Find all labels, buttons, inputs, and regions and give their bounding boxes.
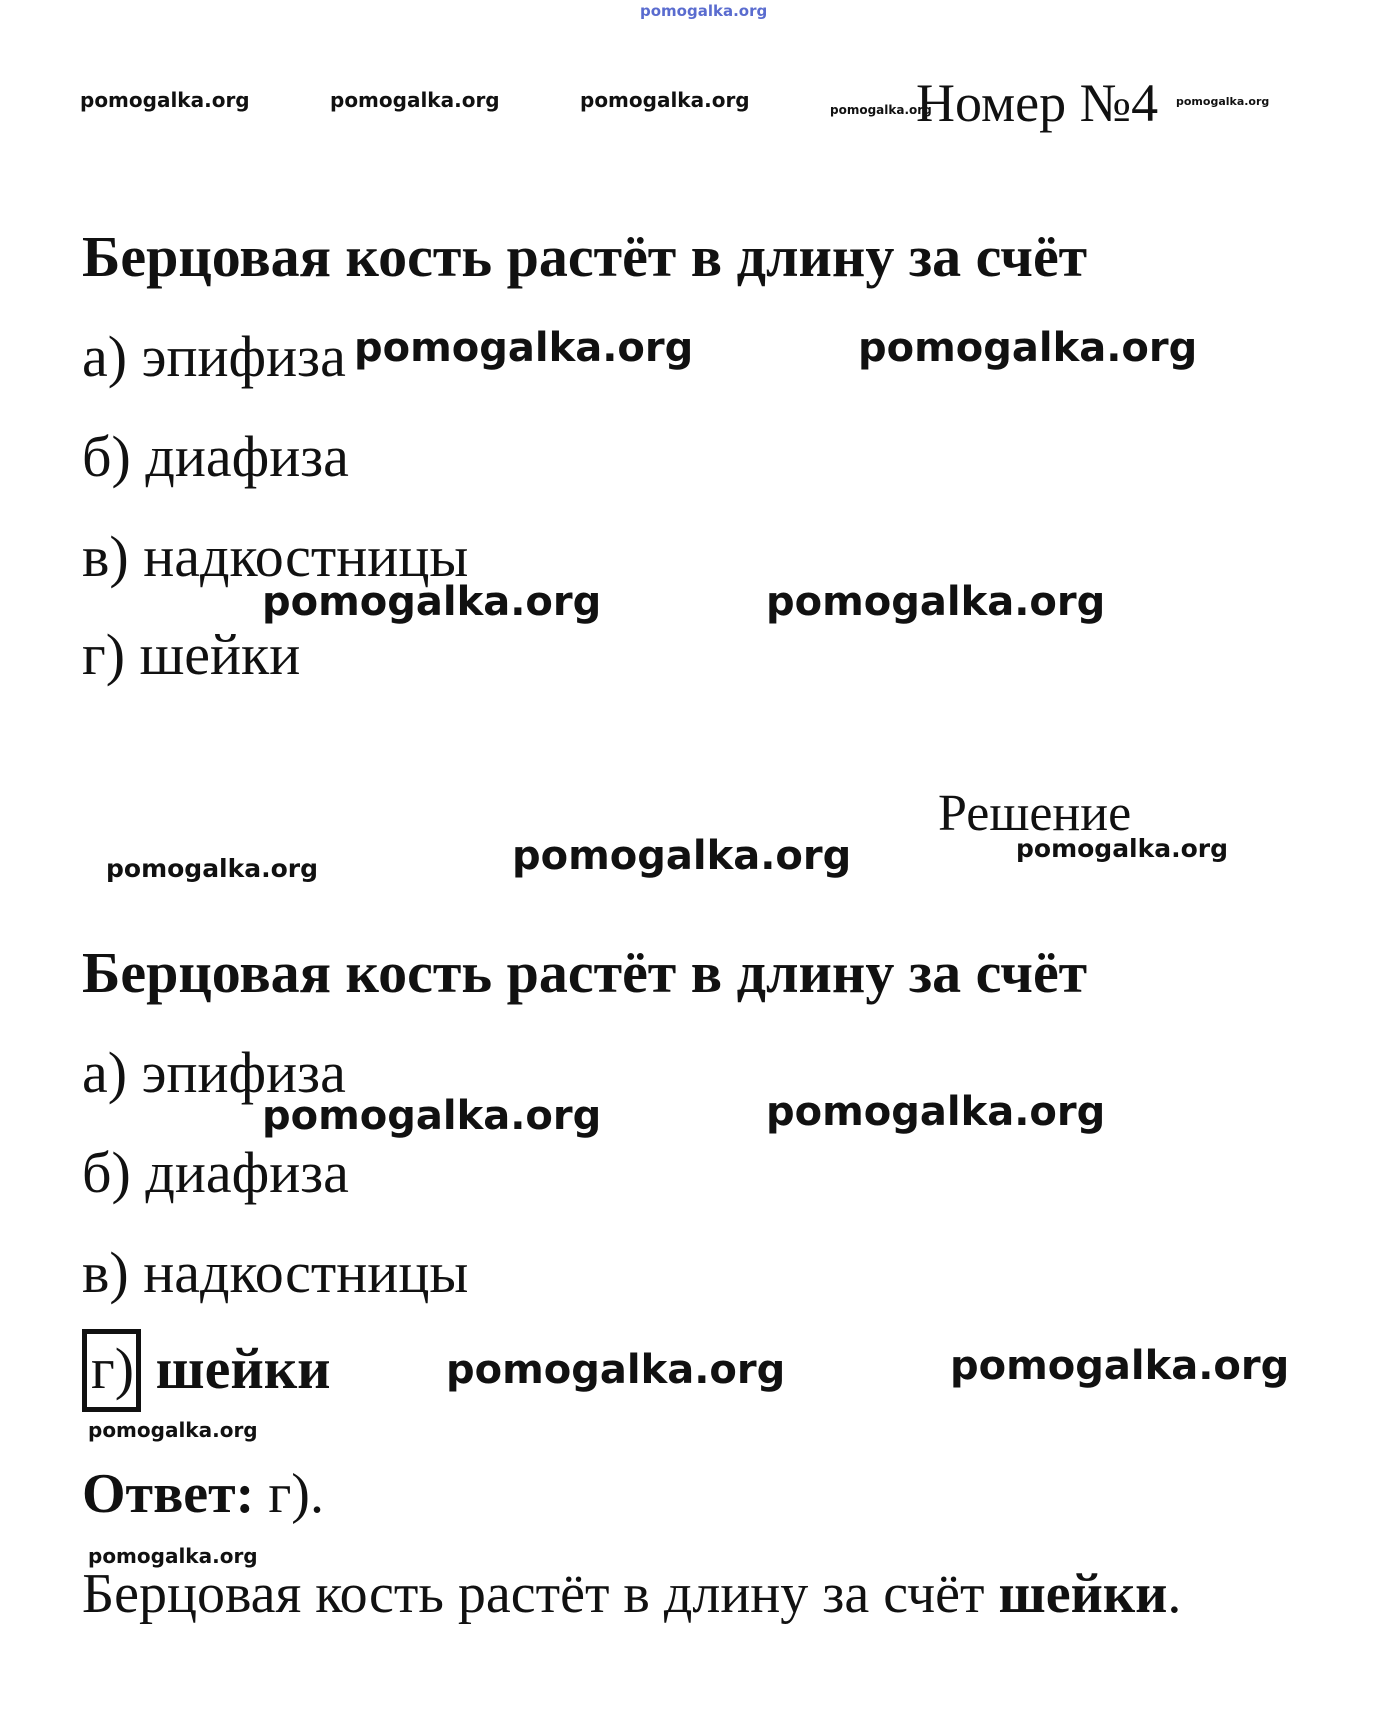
number-title: Номер №4 [916, 73, 1159, 133]
watermark: pomogalka.org [446, 1347, 786, 1393]
watermark: pomogalka.org [354, 325, 694, 371]
watermark: pomogalka.org [262, 1093, 602, 1139]
watermark: pomogalka.org [766, 579, 1106, 625]
watermark: pomogalka.org [950, 1343, 1290, 1389]
explanation-line [82, 1563, 1182, 1625]
explanation-bold: шейки [998, 1563, 1168, 1625]
watermark: pomogalka.org [858, 325, 1198, 371]
watermark: pomogalka.org [106, 854, 319, 883]
explanation-text: Берцовая кость растёт в длину за счёт [82, 1563, 985, 1625]
option-letter: б) [82, 424, 131, 489]
answer-value: г). [268, 1463, 324, 1525]
selected-option-letter: г) [82, 1329, 141, 1412]
answer-line [82, 1463, 324, 1525]
solution-question-title: Берцовая кость растёт в длину за счёт [82, 940, 1088, 1005]
solution-option-c [82, 1240, 469, 1305]
solution-option-b [82, 1140, 349, 1205]
answer-label: Ответ: [82, 1463, 255, 1525]
option-text: эпифиза [141, 1040, 346, 1105]
watermark: pomogalka.org [1176, 95, 1270, 108]
option-letter: а) [82, 324, 128, 389]
watermark: pomogalka.org [580, 88, 750, 112]
option-c [82, 524, 469, 589]
option-text: надкостницы [143, 524, 469, 589]
option-d [82, 622, 301, 687]
explanation-suffix: . [1167, 1563, 1182, 1625]
option-letter: в) [82, 524, 129, 589]
solution-option-d-selected [82, 1336, 331, 1401]
option-text: надкостницы [143, 1240, 469, 1305]
watermark: pomogalka.org [88, 1418, 258, 1442]
selected-option-text: шейки [155, 1336, 331, 1401]
option-letter: б) [82, 1140, 131, 1205]
watermark: pomogalka.org [80, 88, 250, 112]
watermark: pomogalka.org [1016, 834, 1229, 863]
option-text: диафиза [145, 1140, 349, 1205]
option-letter: а) [82, 1040, 128, 1105]
option-text: диафиза [145, 424, 349, 489]
option-letter: в) [82, 1240, 129, 1305]
watermark: pomogalka.org [330, 88, 500, 112]
option-b [82, 424, 349, 489]
option-text: эпифиза [141, 324, 346, 389]
watermark: pomogalka.org [88, 1544, 258, 1568]
watermark: pomogalka.org [262, 579, 602, 625]
question-title: Берцовая кость растёт в длину за счёт [82, 224, 1088, 289]
watermark: pomogalka.org [830, 103, 932, 117]
option-letter: г) [82, 622, 126, 687]
solution-title: Решение [938, 785, 1132, 842]
watermark-top: pomogalka.org [640, 2, 768, 20]
watermark: pomogalka.org [512, 833, 852, 879]
option-a [82, 324, 346, 389]
option-text: шейки [139, 622, 301, 687]
watermark: pomogalka.org [766, 1089, 1106, 1135]
